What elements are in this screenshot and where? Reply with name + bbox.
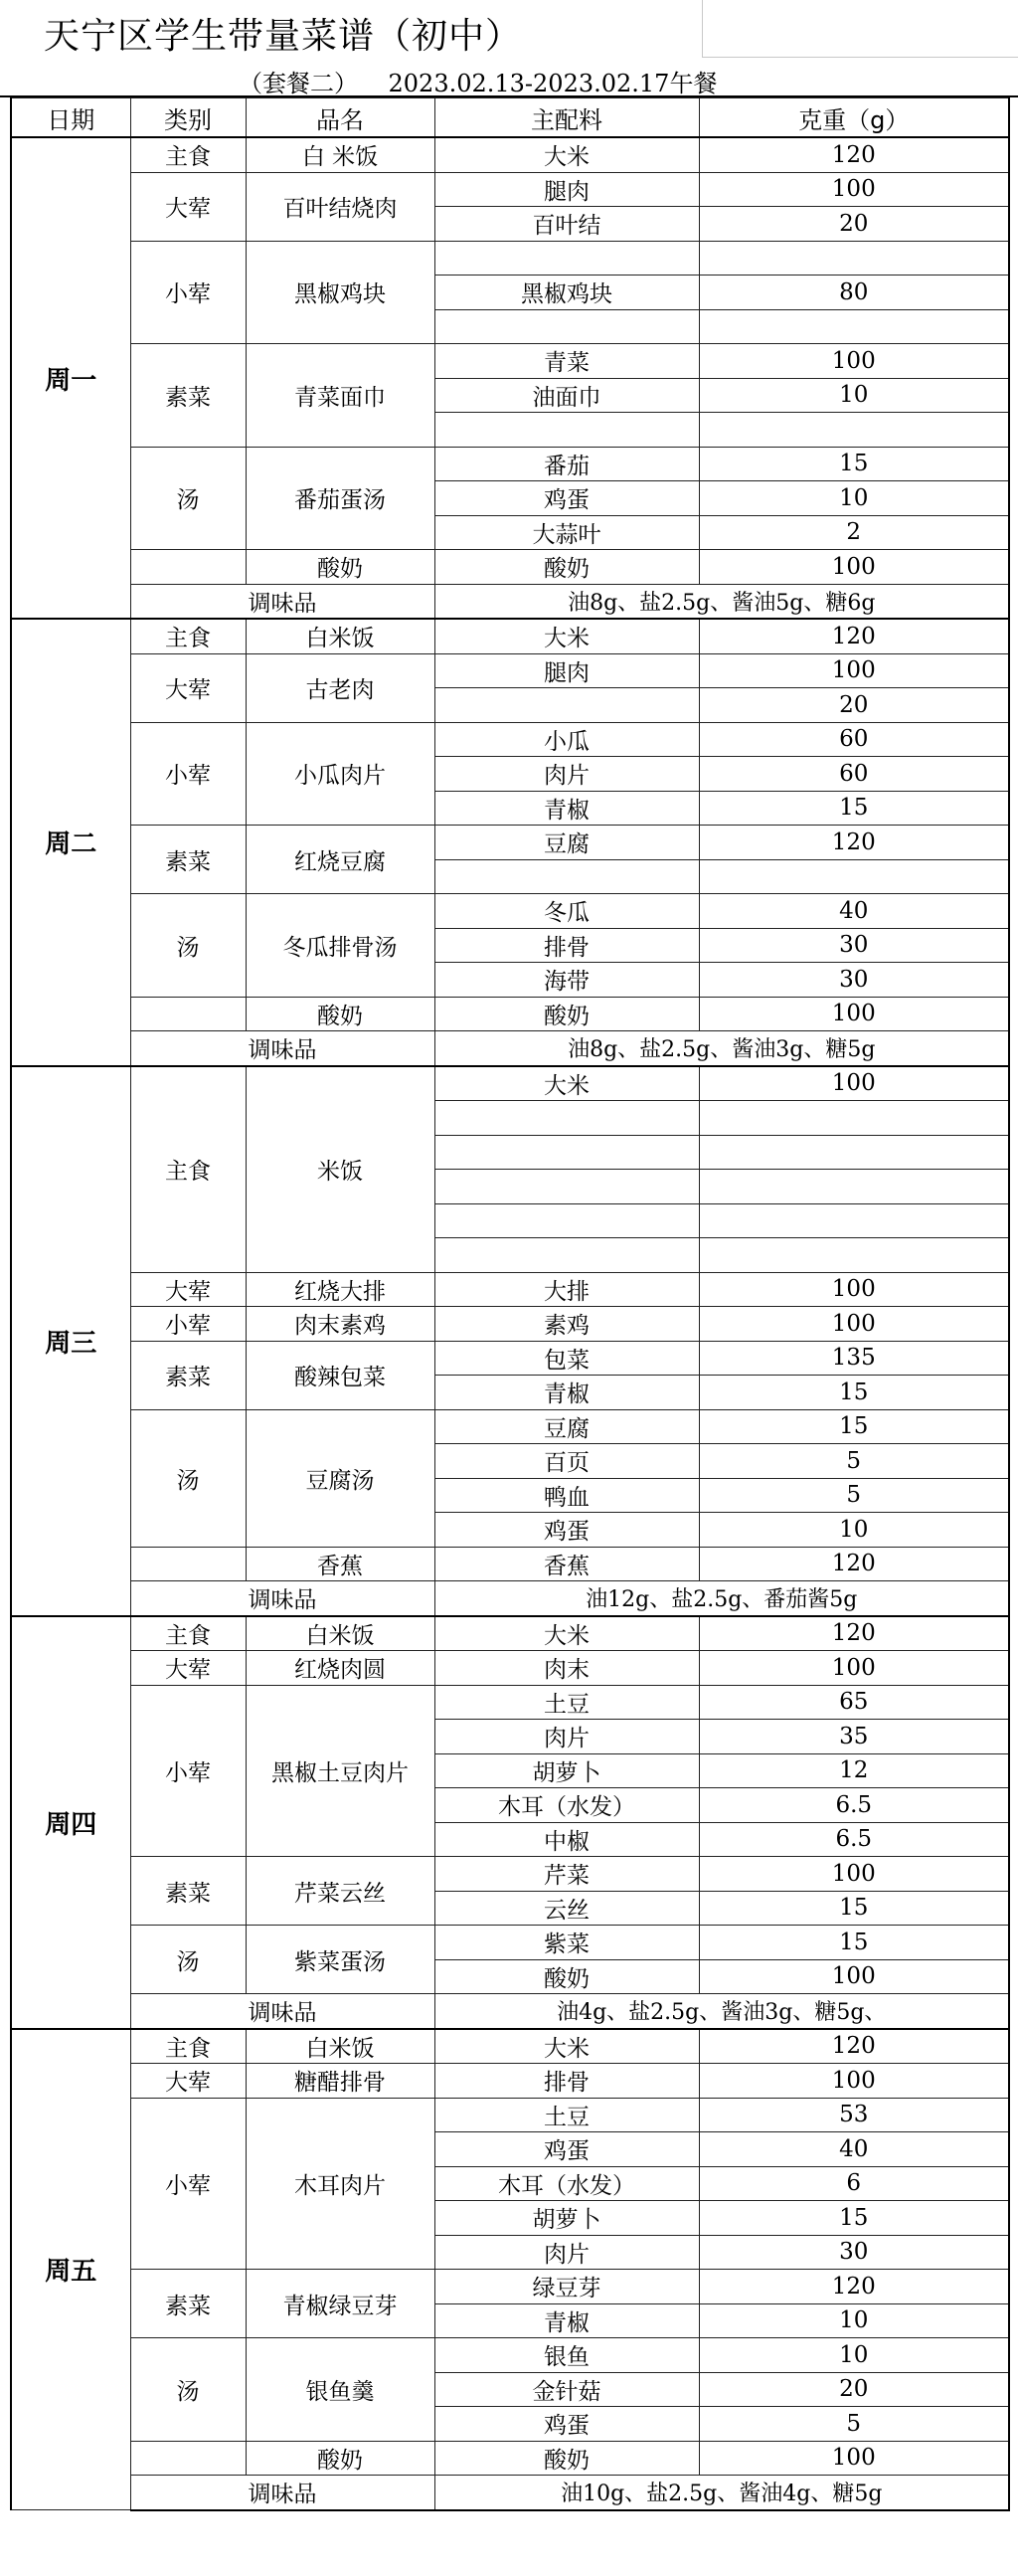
weight-cell: 40 bbox=[699, 2132, 1009, 2167]
table-row bbox=[11, 826, 1009, 860]
ingredient-cell: 排骨 bbox=[434, 928, 699, 963]
ingredient-cell: 土豆 bbox=[434, 2098, 699, 2132]
dish-cell: 木耳肉片 bbox=[246, 2098, 434, 2270]
dish-cell: 小瓜肉片 bbox=[246, 722, 434, 826]
seasoning-row bbox=[11, 2476, 1009, 2510]
weight-cell: 100 bbox=[699, 2441, 1009, 2476]
dish-cell: 肉末素鸡 bbox=[246, 1307, 434, 1342]
ingredient-cell: 鸭血 bbox=[434, 1478, 699, 1513]
dish-cell: 白米饭 bbox=[246, 619, 434, 653]
ingredient-cell: 小瓜 bbox=[434, 722, 699, 757]
dish-cell: 白米饭 bbox=[246, 1616, 434, 1651]
weight-cell: 10 bbox=[699, 2303, 1009, 2338]
category-cell bbox=[130, 997, 246, 1031]
ingredient-cell bbox=[434, 1238, 699, 1273]
dish-cell: 红烧肉圆 bbox=[246, 1651, 434, 1686]
seasoning-text: 油12g、盐2.5g、番茄酱5g bbox=[434, 1581, 1009, 1616]
weight-cell: 10 bbox=[699, 378, 1009, 413]
weight-cell: 20 bbox=[699, 2372, 1009, 2407]
weight-cell: 20 bbox=[699, 207, 1009, 242]
category-cell bbox=[130, 550, 246, 585]
weight-cell: 15 bbox=[699, 2201, 1009, 2236]
title-row bbox=[0, 0, 1018, 58]
weight-cell: 5 bbox=[699, 1444, 1009, 1479]
category-cell: 大荤 bbox=[130, 172, 246, 241]
category-cell: 素菜 bbox=[130, 1857, 246, 1926]
weight-cell bbox=[699, 1238, 1009, 1273]
ingredient-cell: 大蒜叶 bbox=[434, 515, 699, 550]
table-row bbox=[11, 1926, 1009, 1960]
subtitle-row bbox=[0, 58, 1018, 97]
weight-cell: 100 bbox=[699, 653, 1009, 688]
ingredient-cell: 大米 bbox=[434, 1066, 699, 1101]
table-row bbox=[11, 2098, 1009, 2132]
dish-cell: 番茄蛋汤 bbox=[246, 447, 434, 550]
weight-cell: 100 bbox=[699, 2064, 1009, 2099]
weight-cell: 100 bbox=[699, 1651, 1009, 1686]
ingredient-cell: 豆腐 bbox=[434, 1409, 699, 1444]
weight-cell: 53 bbox=[699, 2098, 1009, 2132]
weight-cell: 10 bbox=[699, 1513, 1009, 1548]
ingredient-cell: 银鱼 bbox=[434, 2338, 699, 2373]
dish-cell: 红烧豆腐 bbox=[246, 826, 434, 894]
menu-body bbox=[11, 137, 1009, 2510]
dish-cell: 紫菜蛋汤 bbox=[246, 1926, 434, 1994]
table-row bbox=[11, 1547, 1009, 1581]
weight-cell bbox=[699, 1203, 1009, 1238]
seasoning-text: 油4g、盐2.5g、酱油3g、糖5g、 bbox=[434, 1994, 1009, 2029]
weight-cell: 5 bbox=[699, 1478, 1009, 1513]
weight-cell: 100 bbox=[699, 1272, 1009, 1307]
weight-cell: 60 bbox=[699, 722, 1009, 757]
seasoning-label: 调味品 bbox=[130, 1994, 434, 2029]
weight-cell: 100 bbox=[699, 1307, 1009, 1342]
table-row bbox=[11, 997, 1009, 1031]
ingredient-cell: 番茄 bbox=[434, 447, 699, 481]
weight-cell: 15 bbox=[699, 1891, 1009, 1926]
table-row bbox=[11, 1307, 1009, 1342]
weight-cell: 5 bbox=[699, 2407, 1009, 2442]
ingredient-cell: 大米 bbox=[434, 619, 699, 653]
table-row bbox=[11, 653, 1009, 688]
ingredient-cell: 冬瓜 bbox=[434, 894, 699, 929]
weight-cell: 100 bbox=[699, 1857, 1009, 1892]
weight-cell: 2 bbox=[699, 515, 1009, 550]
ingredient-cell: 绿豆芽 bbox=[434, 2270, 699, 2304]
ingredient-cell: 金针菇 bbox=[434, 2372, 699, 2407]
day-label: 周一 bbox=[11, 137, 130, 619]
table-row bbox=[11, 894, 1009, 929]
ingredient-cell: 大米 bbox=[434, 1616, 699, 1651]
weight-cell bbox=[699, 1101, 1009, 1136]
seasoning-text: 油8g、盐2.5g、酱油5g、糖6g bbox=[434, 584, 1009, 619]
table-row bbox=[11, 172, 1009, 207]
category-cell: 素菜 bbox=[130, 826, 246, 894]
category-cell: 小荤 bbox=[130, 1685, 246, 1857]
weight-cell bbox=[699, 241, 1009, 276]
weight-cell: 10 bbox=[699, 2338, 1009, 2373]
weight-cell: 6.5 bbox=[699, 1822, 1009, 1857]
dish-cell: 古老肉 bbox=[246, 653, 434, 722]
weight-cell: 30 bbox=[699, 2235, 1009, 2270]
category-cell: 素菜 bbox=[130, 2270, 246, 2338]
ingredient-cell: 胡萝卜 bbox=[434, 2201, 699, 2236]
category-cell: 主食 bbox=[130, 1616, 246, 1651]
dish-cell: 银鱼羹 bbox=[246, 2338, 434, 2442]
category-cell: 小荤 bbox=[130, 2098, 246, 2270]
weight-cell bbox=[699, 413, 1009, 448]
category-cell: 大荤 bbox=[130, 1651, 246, 1686]
category-cell: 主食 bbox=[130, 619, 246, 653]
table-row bbox=[11, 2029, 1009, 2064]
category-cell: 汤 bbox=[130, 1409, 246, 1547]
dish-cell: 酸辣包菜 bbox=[246, 1341, 434, 1409]
ingredient-cell bbox=[434, 1170, 699, 1204]
subtitle: （套餐二） 2023.02.13-2023.02.17午餐 bbox=[239, 70, 718, 97]
ingredient-cell: 酸奶 bbox=[434, 1959, 699, 1994]
header-dish: 品名 bbox=[246, 98, 434, 138]
category-cell: 大荤 bbox=[130, 653, 246, 722]
category-cell: 汤 bbox=[130, 894, 246, 998]
weight-cell bbox=[699, 309, 1009, 344]
weight-cell: 135 bbox=[699, 1341, 1009, 1376]
dish-cell: 香蕉 bbox=[246, 1547, 434, 1581]
weight-cell: 15 bbox=[699, 1376, 1009, 1410]
menu-table bbox=[10, 97, 1010, 2511]
ingredient-cell: 黑椒鸡块 bbox=[434, 276, 699, 310]
weight-cell: 120 bbox=[699, 2029, 1009, 2064]
ingredient-cell bbox=[434, 309, 699, 344]
category-cell: 主食 bbox=[130, 137, 246, 172]
category-cell: 素菜 bbox=[130, 344, 246, 448]
weight-cell bbox=[699, 1170, 1009, 1204]
weight-cell: 120 bbox=[699, 619, 1009, 653]
ingredient-cell bbox=[434, 413, 699, 448]
weight-cell: 120 bbox=[699, 2270, 1009, 2304]
ingredient-cell: 青椒 bbox=[434, 791, 699, 826]
dish-cell: 酸奶 bbox=[246, 2441, 434, 2476]
weight-cell: 100 bbox=[699, 172, 1009, 207]
seasoning-label: 调味品 bbox=[130, 1031, 434, 1066]
ingredient-cell: 青菜 bbox=[434, 344, 699, 379]
ingredient-cell: 油面巾 bbox=[434, 378, 699, 413]
dish-cell: 黑椒鸡块 bbox=[246, 241, 434, 344]
weight-cell: 100 bbox=[699, 997, 1009, 1031]
ingredient-cell: 腿肉 bbox=[434, 653, 699, 688]
category-cell: 小荤 bbox=[130, 722, 246, 826]
ingredient-cell: 百叶结 bbox=[434, 207, 699, 242]
weight-cell: 120 bbox=[699, 137, 1009, 172]
ingredient-cell bbox=[434, 688, 699, 723]
weight-cell bbox=[699, 1135, 1009, 1170]
weight-cell: 40 bbox=[699, 894, 1009, 929]
category-cell bbox=[130, 1547, 246, 1581]
seasoning-row bbox=[11, 1031, 1009, 1066]
empty-cell bbox=[702, 0, 1018, 58]
dish-cell: 青菜面巾 bbox=[246, 344, 434, 448]
table-row bbox=[11, 2338, 1009, 2373]
ingredient-cell: 大米 bbox=[434, 2029, 699, 2064]
table-row bbox=[11, 722, 1009, 757]
table-row bbox=[11, 1409, 1009, 1444]
ingredient-cell: 鸡蛋 bbox=[434, 1513, 699, 1548]
weight-cell: 100 bbox=[699, 1959, 1009, 1994]
category-cell: 大荤 bbox=[130, 1272, 246, 1307]
day-label: 周四 bbox=[11, 1616, 130, 2029]
weight-cell: 65 bbox=[699, 1685, 1009, 1720]
dish-cell: 酸奶 bbox=[246, 997, 434, 1031]
page-title: 天宁区学生带量菜谱（初中） bbox=[44, 16, 523, 57]
weight-cell: 120 bbox=[699, 1616, 1009, 1651]
dish-cell: 冬瓜排骨汤 bbox=[246, 894, 434, 998]
weight-cell: 120 bbox=[699, 1547, 1009, 1581]
seasoning-text: 油8g、盐2.5g、酱油3g、糖5g bbox=[434, 1031, 1009, 1066]
seasoning-row bbox=[11, 1994, 1009, 2029]
weight-cell: 100 bbox=[699, 344, 1009, 379]
ingredient-cell: 腿肉 bbox=[434, 172, 699, 207]
weight-cell: 80 bbox=[699, 276, 1009, 310]
weight-cell: 35 bbox=[699, 1720, 1009, 1754]
table-row bbox=[11, 2270, 1009, 2304]
category-cell: 汤 bbox=[130, 1926, 246, 1994]
ingredient-cell: 香蕉 bbox=[434, 1547, 699, 1581]
day-label: 周二 bbox=[11, 619, 130, 1066]
category-cell: 小荤 bbox=[130, 241, 246, 344]
category-cell: 主食 bbox=[130, 2029, 246, 2064]
seasoning-row bbox=[11, 1581, 1009, 1616]
ingredient-cell: 肉片 bbox=[434, 1720, 699, 1754]
ingredient-cell: 芹菜 bbox=[434, 1857, 699, 1892]
weight-cell: 20 bbox=[699, 688, 1009, 723]
dish-cell: 米饭 bbox=[246, 1066, 434, 1273]
ingredient-cell: 紫菜 bbox=[434, 1926, 699, 1960]
table-row bbox=[11, 447, 1009, 481]
table-row bbox=[11, 1066, 1009, 1101]
table-row bbox=[11, 137, 1009, 172]
category-cell: 汤 bbox=[130, 447, 246, 550]
weight-cell: 15 bbox=[699, 791, 1009, 826]
ingredient-cell bbox=[434, 859, 699, 894]
category-cell: 主食 bbox=[130, 1066, 246, 1273]
weight-cell: 100 bbox=[699, 550, 1009, 585]
table-row bbox=[11, 1857, 1009, 1892]
weight-cell: 6.5 bbox=[699, 1788, 1009, 1823]
weight-cell: 120 bbox=[699, 826, 1009, 860]
ingredient-cell: 大排 bbox=[434, 1272, 699, 1307]
weight-cell: 6 bbox=[699, 2166, 1009, 2201]
ingredient-cell: 青椒 bbox=[434, 1376, 699, 1410]
weight-cell: 15 bbox=[699, 1409, 1009, 1444]
ingredient-cell: 鸡蛋 bbox=[434, 2407, 699, 2442]
ingredient-cell: 酸奶 bbox=[434, 2441, 699, 2476]
dish-cell: 黑椒土豆肉片 bbox=[246, 1685, 434, 1857]
dish-cell: 豆腐汤 bbox=[246, 1409, 434, 1547]
ingredient-cell bbox=[434, 1135, 699, 1170]
table-row bbox=[11, 1341, 1009, 1376]
category-cell bbox=[130, 2441, 246, 2476]
category-cell: 大荤 bbox=[130, 2064, 246, 2099]
table-row bbox=[11, 1685, 1009, 1720]
day-label: 周五 bbox=[11, 2029, 130, 2510]
seasoning-label: 调味品 bbox=[130, 2476, 434, 2510]
ingredient-cell: 鸡蛋 bbox=[434, 481, 699, 516]
ingredient-cell: 土豆 bbox=[434, 1685, 699, 1720]
header-category: 类别 bbox=[130, 98, 246, 138]
category-cell: 小荤 bbox=[130, 1307, 246, 1342]
ingredient-cell: 木耳（水发） bbox=[434, 2166, 699, 2201]
ingredient-cell: 鸡蛋 bbox=[434, 2132, 699, 2167]
header-ingredient: 主配料 bbox=[434, 98, 699, 138]
ingredient-cell: 肉末 bbox=[434, 1651, 699, 1686]
weight-cell: 15 bbox=[699, 447, 1009, 481]
table-row bbox=[11, 1616, 1009, 1651]
ingredient-cell: 肉片 bbox=[434, 757, 699, 792]
ingredient-cell: 包菜 bbox=[434, 1341, 699, 1376]
dish-cell: 红烧大排 bbox=[246, 1272, 434, 1307]
table-row bbox=[11, 1651, 1009, 1686]
ingredient-cell: 木耳（水发） bbox=[434, 1788, 699, 1823]
table-row bbox=[11, 344, 1009, 379]
ingredient-cell: 酸奶 bbox=[434, 997, 699, 1031]
header-weight: 克重（g） bbox=[699, 98, 1009, 138]
ingredient-cell bbox=[434, 241, 699, 276]
weight-cell: 12 bbox=[699, 1753, 1009, 1788]
table-row bbox=[11, 619, 1009, 653]
weight-cell: 15 bbox=[699, 1926, 1009, 1960]
ingredient-cell: 胡萝卜 bbox=[434, 1753, 699, 1788]
ingredient-cell bbox=[434, 1203, 699, 1238]
weight-cell: 30 bbox=[699, 928, 1009, 963]
dish-cell: 芹菜云丝 bbox=[246, 1857, 434, 1926]
ingredient-cell: 大米 bbox=[434, 137, 699, 172]
ingredient-cell: 中椒 bbox=[434, 1822, 699, 1857]
dish-cell: 百叶结烧肉 bbox=[246, 172, 434, 241]
ingredient-cell: 酸奶 bbox=[434, 550, 699, 585]
table-row bbox=[11, 1272, 1009, 1307]
dish-cell: 糖醋排骨 bbox=[246, 2064, 434, 2099]
weight-cell: 100 bbox=[699, 1066, 1009, 1101]
dish-cell: 白 米饭 bbox=[246, 137, 434, 172]
weight-cell: 30 bbox=[699, 963, 1009, 998]
ingredient-cell: 云丝 bbox=[434, 1891, 699, 1926]
table-row bbox=[11, 241, 1009, 276]
dish-cell: 白米饭 bbox=[246, 2029, 434, 2064]
category-cell: 素菜 bbox=[130, 1341, 246, 1409]
category-cell: 汤 bbox=[130, 2338, 246, 2442]
table-row bbox=[11, 2064, 1009, 2099]
header-date: 日期 bbox=[11, 98, 130, 138]
seasoning-label: 调味品 bbox=[130, 584, 434, 619]
table-row bbox=[11, 2441, 1009, 2476]
ingredient-cell: 青椒 bbox=[434, 2303, 699, 2338]
dish-cell: 酸奶 bbox=[246, 550, 434, 585]
ingredient-cell: 豆腐 bbox=[434, 826, 699, 860]
seasoning-row bbox=[11, 584, 1009, 619]
ingredient-cell: 素鸡 bbox=[434, 1307, 699, 1342]
ingredient-cell bbox=[434, 1101, 699, 1136]
table-row bbox=[11, 550, 1009, 585]
ingredient-cell: 百页 bbox=[434, 1444, 699, 1479]
ingredient-cell: 肉片 bbox=[434, 2235, 699, 2270]
dish-cell: 青椒绿豆芽 bbox=[246, 2270, 434, 2338]
seasoning-label: 调味品 bbox=[130, 1581, 434, 1616]
weight-cell: 60 bbox=[699, 757, 1009, 792]
weight-cell bbox=[699, 859, 1009, 894]
header-row bbox=[11, 98, 1009, 138]
ingredient-cell: 海带 bbox=[434, 963, 699, 998]
day-label: 周三 bbox=[11, 1066, 130, 1616]
seasoning-text: 油10g、盐2.5g、酱油4g、糖5g bbox=[434, 2476, 1009, 2510]
ingredient-cell: 排骨 bbox=[434, 2064, 699, 2099]
weight-cell: 10 bbox=[699, 481, 1009, 516]
